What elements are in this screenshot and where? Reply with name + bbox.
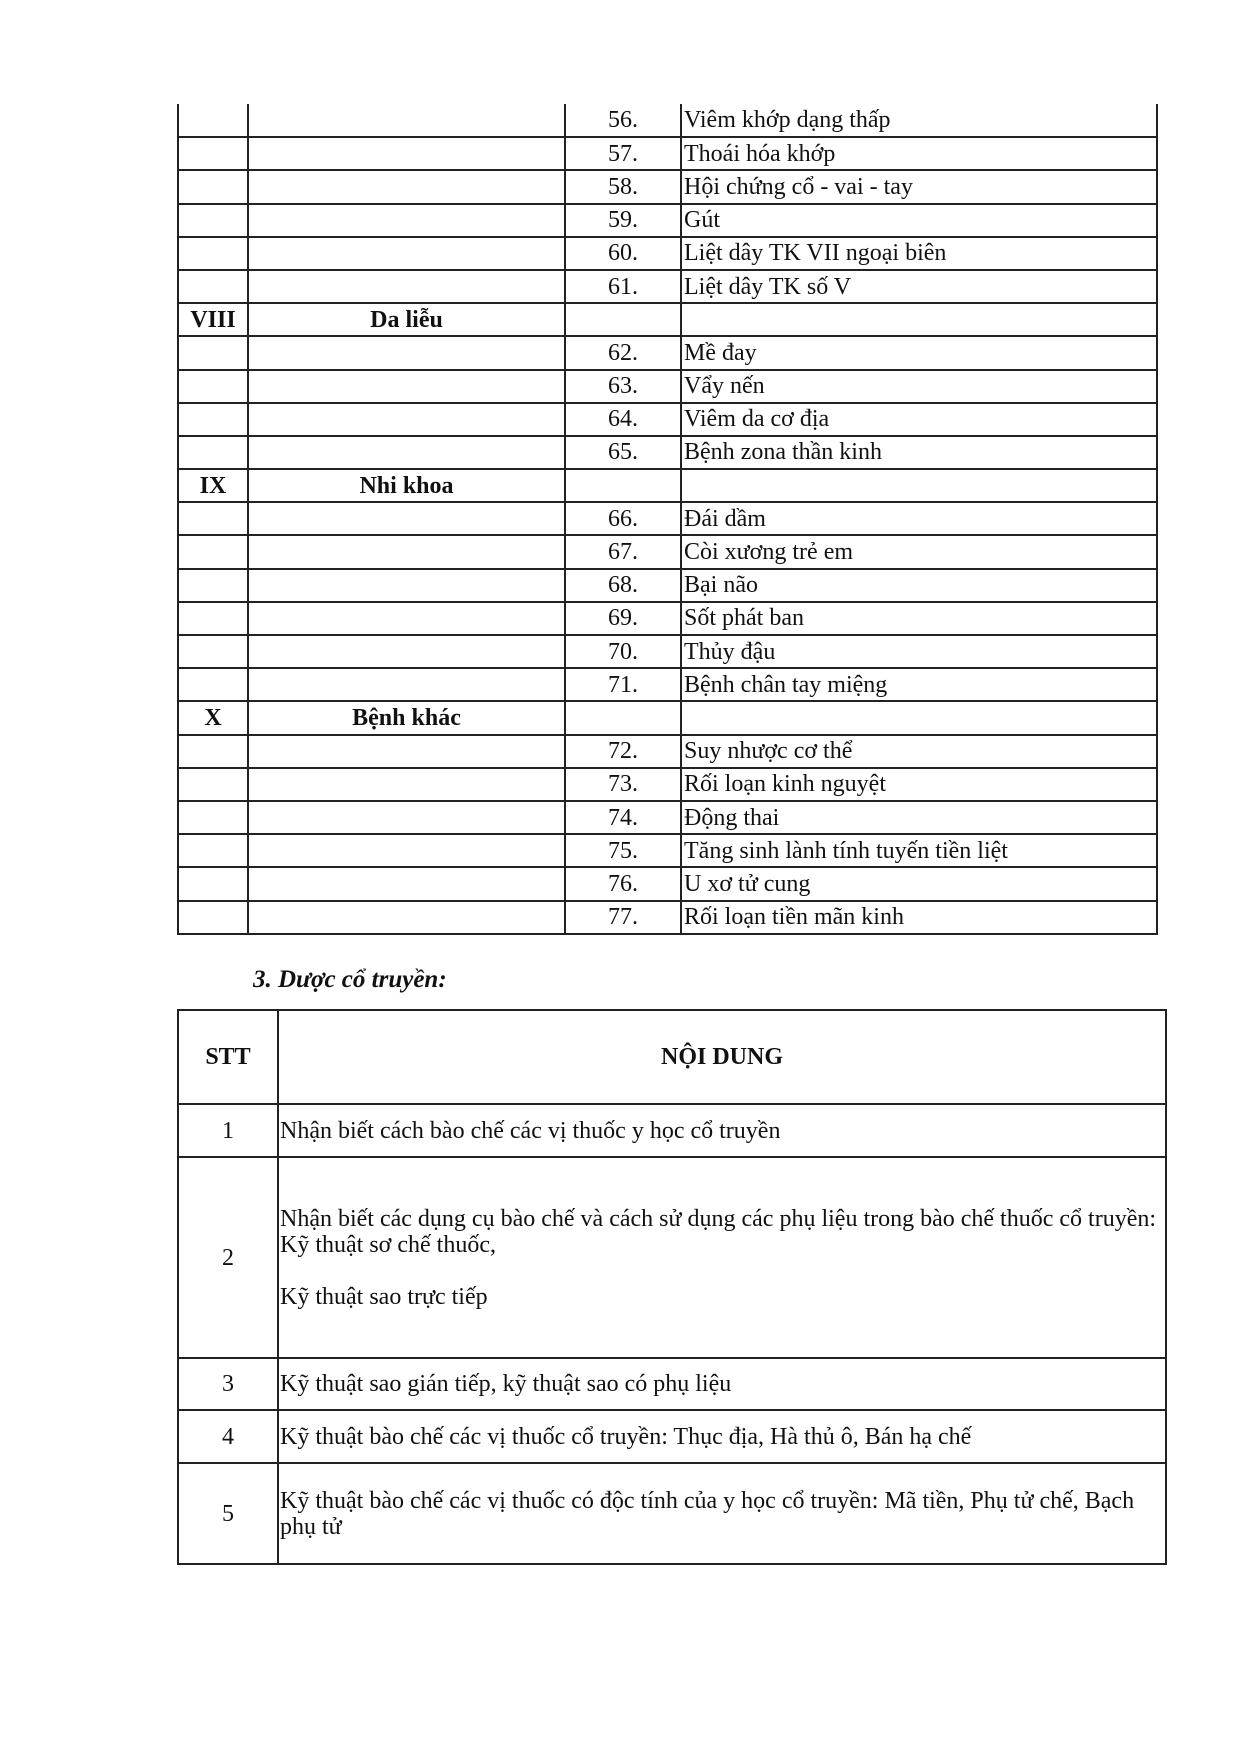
roman-numeral <box>178 901 248 934</box>
group-row <box>178 469 1157 502</box>
item-number: 59. <box>565 204 681 237</box>
table-row <box>178 535 1157 568</box>
table-row <box>178 569 1157 602</box>
item-name: Sốt phát ban <box>681 602 1157 635</box>
table-row <box>178 336 1157 369</box>
group-name <box>248 137 565 170</box>
group-name <box>248 204 565 237</box>
group-name <box>248 834 565 867</box>
table-row <box>178 1104 1166 1157</box>
item-number: 56. <box>565 104 681 137</box>
item-name: Viêm khớp dạng thấp <box>681 104 1157 137</box>
table-row <box>178 436 1157 469</box>
group-name <box>248 668 565 701</box>
item-number: 62. <box>565 336 681 369</box>
table-row <box>178 867 1157 900</box>
item-number: 63. <box>565 370 681 403</box>
table-row <box>178 270 1157 303</box>
item-name: Thủy đậu <box>681 635 1157 668</box>
table-row <box>178 901 1157 934</box>
item-number: 77. <box>565 901 681 934</box>
content-line: Nhận biết các dụng cụ bào chế và cách sử dụng các phụ liệu trong bào chế thuốc cổ truyền: Kỹ thuật sơ chế thuốc, <box>280 1205 1157 1258</box>
content-line: Kỹ thuật sao trực tiếp <box>280 1283 488 1310</box>
roman-numeral <box>178 403 248 436</box>
table-row <box>178 502 1157 535</box>
item-number <box>565 701 681 734</box>
row-stt: 4 <box>178 1410 278 1463</box>
roman-numeral <box>178 104 248 137</box>
group-name <box>248 735 565 768</box>
item-name: U xơ tử cung <box>681 867 1157 900</box>
table-row <box>178 801 1157 834</box>
group-name <box>248 535 565 568</box>
item-name: Bại não <box>681 569 1157 602</box>
roman-numeral <box>178 801 248 834</box>
item-number: 76. <box>565 867 681 900</box>
table-row <box>178 1463 1166 1564</box>
section-heading: 3. Dược cổ truyền: <box>253 966 447 993</box>
table-row <box>178 403 1157 436</box>
content-line: Kỹ thuật sao gián tiếp, kỹ thuật sao có phụ liệu <box>280 1371 732 1397</box>
content-line: Kỹ thuật bào chế các vị thuốc cổ truyền: Thục địa, Hà thủ ô, Bán hạ chế <box>280 1423 972 1450</box>
group-name <box>248 436 565 469</box>
item-number: 70. <box>565 635 681 668</box>
roman-numeral <box>178 436 248 469</box>
roman-numeral <box>178 270 248 303</box>
item-name: Rối loạn kinh nguyệt <box>681 768 1157 801</box>
row-stt: 2 <box>178 1157 278 1358</box>
item-name: Liệt dây TK số V <box>681 270 1157 303</box>
header-stt: STT <box>178 1010 278 1104</box>
group-name <box>248 867 565 900</box>
item-name: Vẩy nến <box>681 370 1157 403</box>
item-number: 61. <box>565 270 681 303</box>
header-content: NỘI DUNG <box>278 1010 1166 1104</box>
roman-numeral <box>178 502 248 535</box>
group-name <box>248 569 565 602</box>
group-name: Nhi khoa <box>248 469 565 502</box>
item-number: 72. <box>565 735 681 768</box>
item-name <box>681 701 1157 734</box>
roman-numeral: VIII <box>178 303 248 336</box>
item-name: Đái dầm <box>681 502 1157 535</box>
roman-numeral <box>178 569 248 602</box>
item-number: 75. <box>565 834 681 867</box>
table-row <box>178 370 1157 403</box>
item-number: 69. <box>565 602 681 635</box>
table-row <box>178 104 1157 137</box>
item-number <box>565 469 681 502</box>
roman-numeral <box>178 535 248 568</box>
group-name <box>248 768 565 801</box>
item-name: Tăng sinh lành tính tuyến tiền liệt <box>681 834 1157 867</box>
row-content <box>278 1157 1166 1358</box>
item-name: Thoái hóa khớp <box>681 137 1157 170</box>
roman-numeral <box>178 237 248 270</box>
item-name: Bệnh chân tay miệng <box>681 668 1157 701</box>
item-number: 60. <box>565 237 681 270</box>
row-content <box>278 1104 1166 1157</box>
roman-numeral <box>178 370 248 403</box>
roman-numeral <box>178 635 248 668</box>
group-name <box>248 104 565 137</box>
item-number <box>565 303 681 336</box>
item-number: 74. <box>565 801 681 834</box>
table-row <box>178 768 1157 801</box>
row-stt: 3 <box>178 1358 278 1410</box>
group-name <box>248 502 565 535</box>
group-row <box>178 303 1157 336</box>
roman-numeral <box>178 137 248 170</box>
group-name <box>248 270 565 303</box>
row-content <box>278 1410 1166 1463</box>
group-name <box>248 237 565 270</box>
group-name <box>248 336 565 369</box>
item-number: 68. <box>565 569 681 602</box>
item-name: Hội chứng cổ - vai - tay <box>681 170 1157 203</box>
item-number: 58. <box>565 170 681 203</box>
group-row <box>178 701 1157 734</box>
table-row <box>178 602 1157 635</box>
roman-numeral <box>178 204 248 237</box>
header-row <box>178 1010 1166 1104</box>
item-number: 57. <box>565 137 681 170</box>
row-content <box>278 1463 1166 1564</box>
table-row <box>178 204 1157 237</box>
group-name <box>248 370 565 403</box>
row-stt: 1 <box>178 1104 278 1157</box>
group-name <box>248 170 565 203</box>
item-name: Suy nhược cơ thể <box>681 735 1157 768</box>
group-name <box>248 602 565 635</box>
item-number: 66. <box>565 502 681 535</box>
roman-numeral <box>178 668 248 701</box>
item-name: Động thai <box>681 801 1157 834</box>
roman-numeral: X <box>178 701 248 734</box>
item-name: Gút <box>681 204 1157 237</box>
roman-numeral: IX <box>178 469 248 502</box>
content-line: Nhận biết cách bào chế các vị thuốc y học cổ truyền <box>280 1117 781 1144</box>
item-name <box>681 469 1157 502</box>
roman-numeral <box>178 170 248 203</box>
table-row <box>178 1410 1166 1463</box>
table-row <box>178 668 1157 701</box>
item-name: Còi xương trẻ em <box>681 535 1157 568</box>
item-number: 65. <box>565 436 681 469</box>
group-name: Da liễu <box>248 303 565 336</box>
item-name: Mề đay <box>681 336 1157 369</box>
table-row <box>178 1157 1166 1358</box>
roman-numeral <box>178 336 248 369</box>
item-number: 64. <box>565 403 681 436</box>
table-row <box>178 1358 1166 1410</box>
group-name <box>248 635 565 668</box>
roman-numeral <box>178 735 248 768</box>
spacer <box>280 1258 1159 1284</box>
table-row <box>178 635 1157 668</box>
table-row <box>178 137 1157 170</box>
roman-numeral <box>178 602 248 635</box>
table-row <box>178 237 1157 270</box>
row-content <box>278 1358 1166 1410</box>
item-name: Viêm da cơ địa <box>681 403 1157 436</box>
item-name: Liệt dây TK VII ngoại biên <box>681 237 1157 270</box>
traditional-pharmacy-table <box>177 1009 1167 1565</box>
roman-numeral <box>178 867 248 900</box>
table-row <box>178 170 1157 203</box>
disease-table <box>177 104 1158 935</box>
item-name: Bệnh zona thần kinh <box>681 436 1157 469</box>
group-name <box>248 403 565 436</box>
group-name: Bệnh khác <box>248 701 565 734</box>
item-name: Rối loạn tiền mãn kinh <box>681 901 1157 934</box>
content-line: Kỹ thuật bào chế các vị thuốc có độc tính của y học cổ truyền: Mã tiền, Phụ tử chế, Bạch phụ tử <box>280 1487 1135 1540</box>
item-number: 71. <box>565 668 681 701</box>
item-number: 67. <box>565 535 681 568</box>
item-number: 73. <box>565 768 681 801</box>
table-row <box>178 735 1157 768</box>
table-row <box>178 834 1157 867</box>
group-name <box>248 801 565 834</box>
item-name <box>681 303 1157 336</box>
row-stt: 5 <box>178 1463 278 1564</box>
roman-numeral <box>178 768 248 801</box>
group-name <box>248 901 565 934</box>
roman-numeral <box>178 834 248 867</box>
